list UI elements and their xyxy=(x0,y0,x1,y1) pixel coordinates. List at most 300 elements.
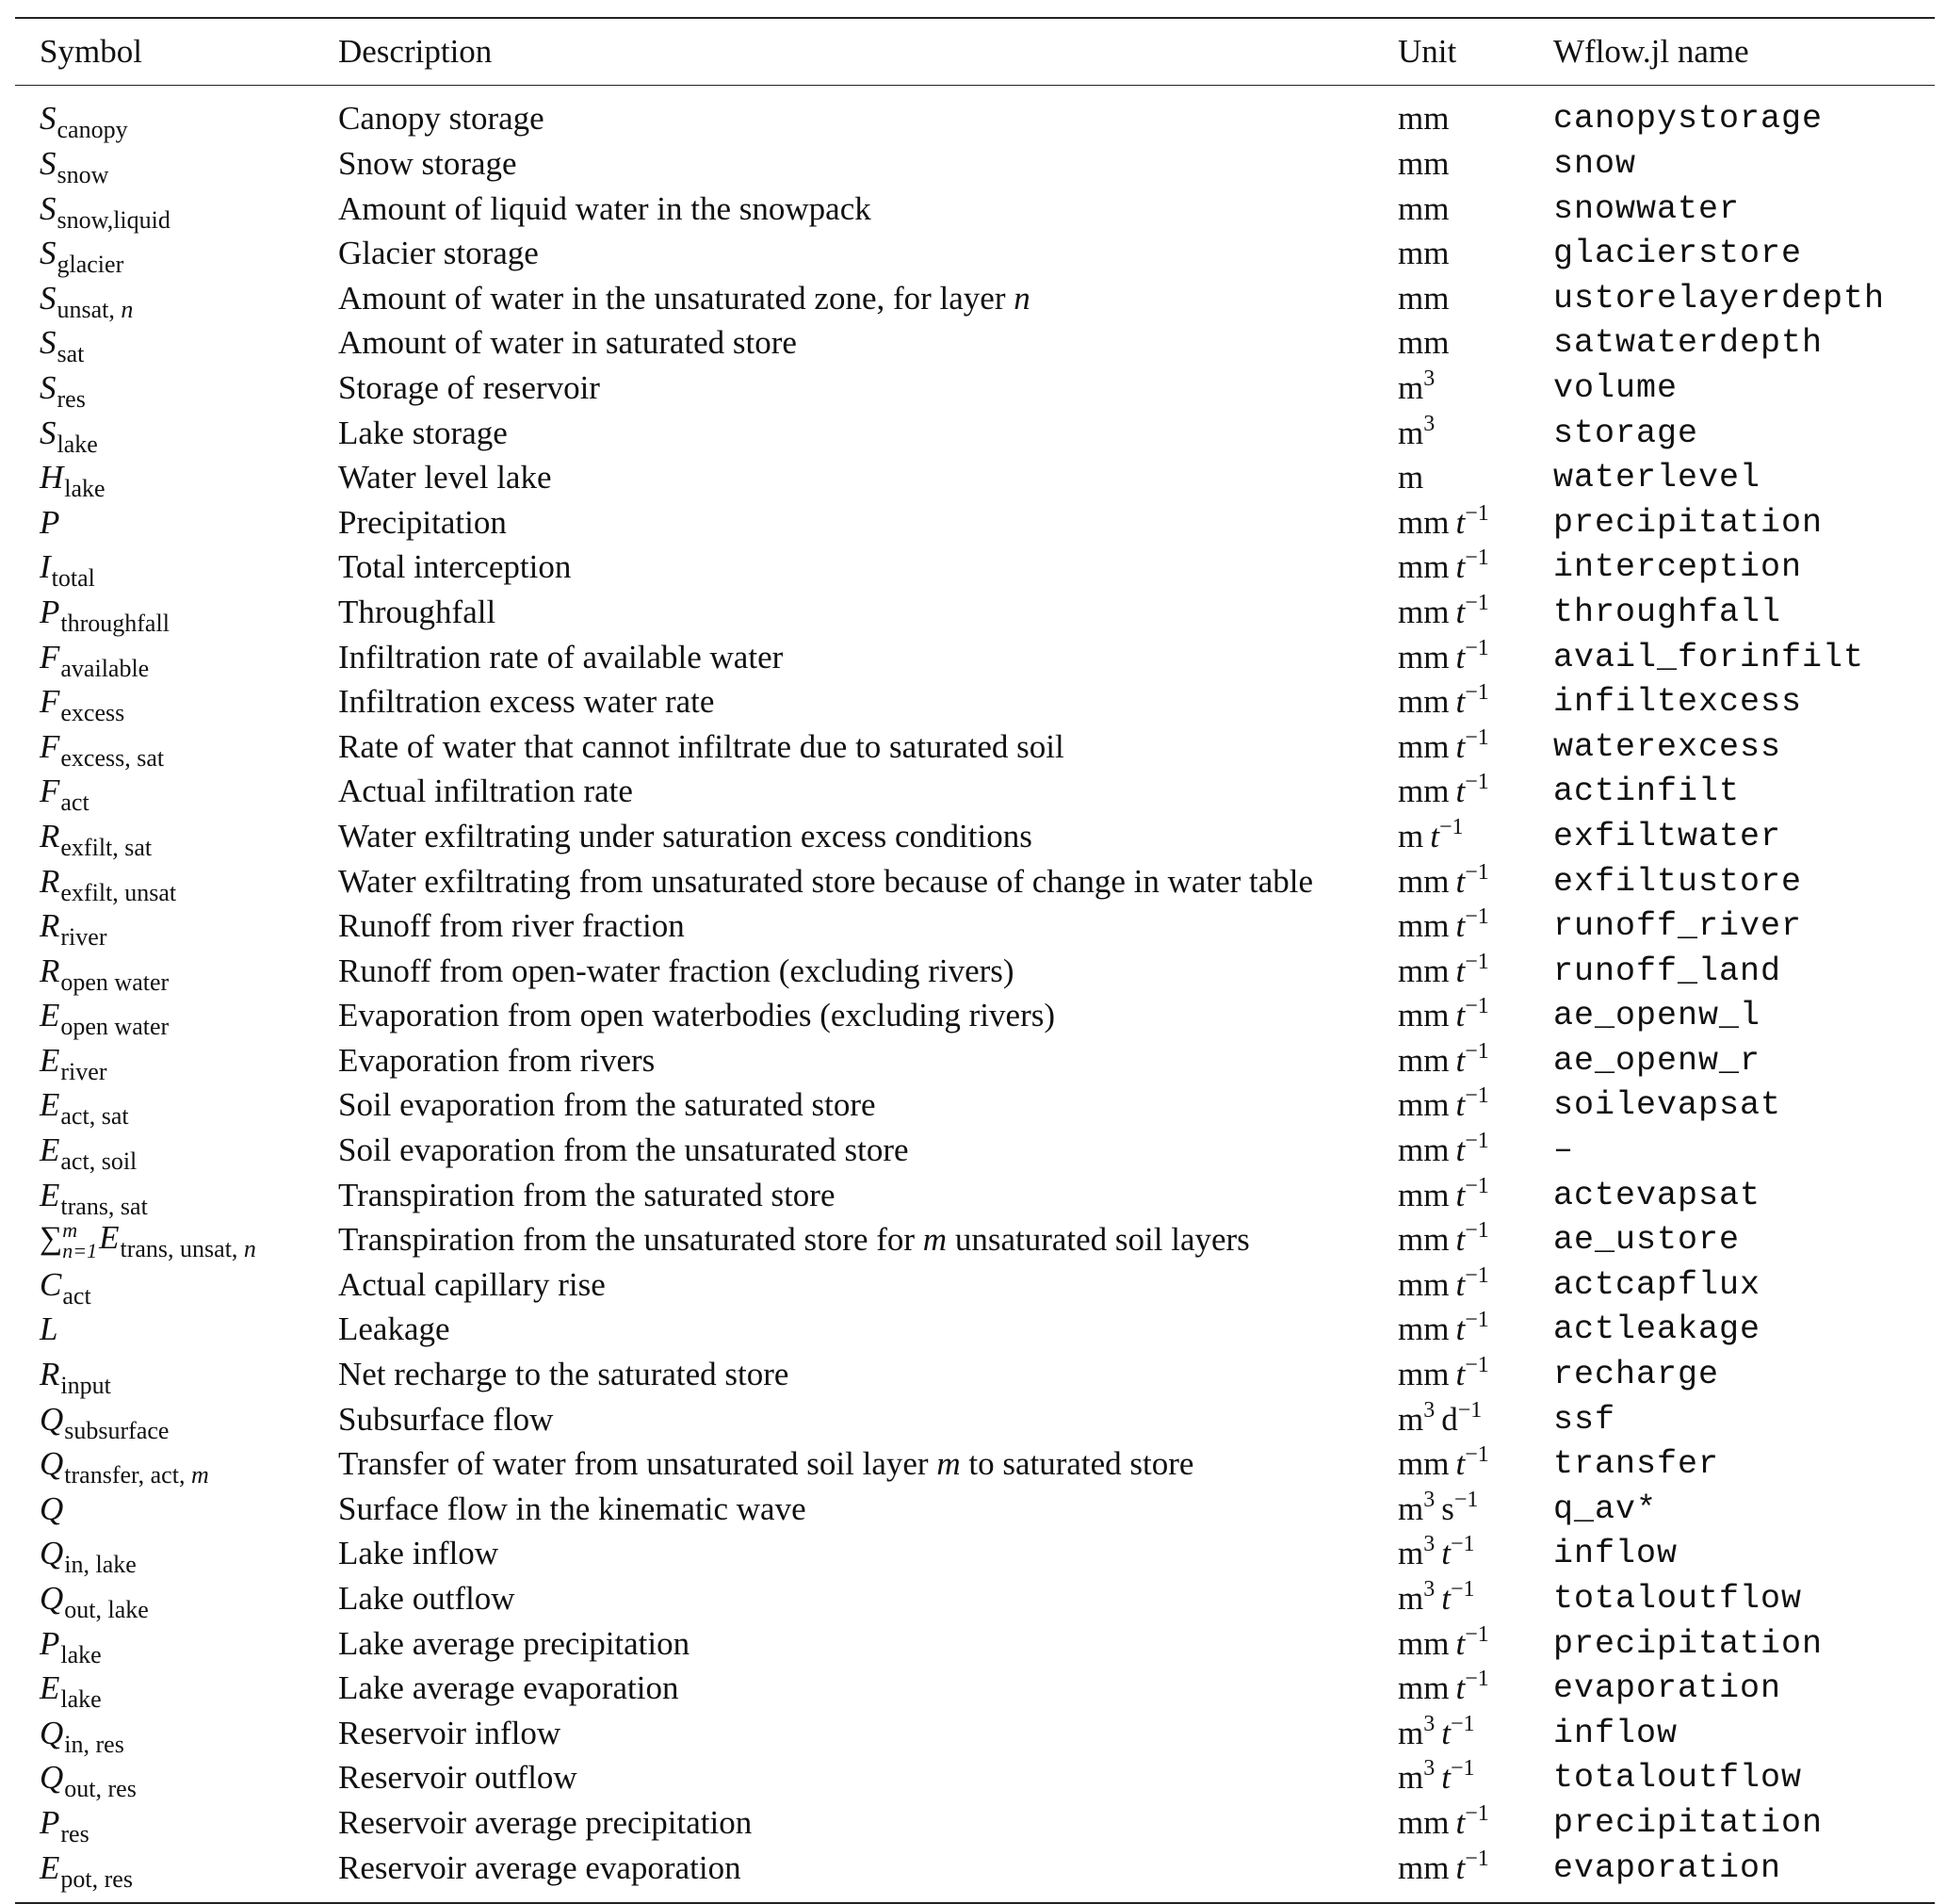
symbol-cell xyxy=(15,321,338,366)
description-text: Amount of water in the unsaturated zone, for layer xyxy=(338,279,1014,317)
wflow-name-cell: storage xyxy=(1553,414,1699,452)
symbol-cell xyxy=(15,1308,338,1353)
symbol-cell xyxy=(15,1173,338,1218)
subscript-text: res xyxy=(60,1819,89,1847)
symbol-subscript xyxy=(60,1058,106,1085)
description-cell xyxy=(338,635,1398,680)
symbol-subscript xyxy=(62,1282,90,1310)
table-row xyxy=(15,1801,1935,1847)
unit-cell xyxy=(1398,1621,1553,1667)
symbol-main: E xyxy=(40,1131,60,1169)
unit-time-exponent: −1 xyxy=(1457,1397,1483,1423)
table-row xyxy=(15,1667,1935,1712)
symbol-subscript xyxy=(60,968,169,996)
unit-cell xyxy=(1398,1442,1553,1488)
description-text: Transpiration from the unsaturated store for xyxy=(338,1221,923,1259)
unit-time-exponent: −1 xyxy=(1465,1083,1489,1109)
unit-time: t xyxy=(1430,817,1439,854)
symbol-cell xyxy=(15,949,338,994)
table-row xyxy=(15,1442,1935,1488)
description-cell xyxy=(338,1129,1398,1174)
symbol-cell xyxy=(15,1577,338,1622)
description-text: Transpiration from the saturated store xyxy=(338,1176,836,1213)
unit-cell xyxy=(1398,86,1553,142)
unit-base: mm xyxy=(1398,773,1450,810)
unit-time: t xyxy=(1455,1265,1466,1303)
wflow-name-cell: snow xyxy=(1553,145,1637,184)
unit-time-exponent: −1 xyxy=(1465,1262,1489,1288)
unit-base: mm xyxy=(1398,324,1450,362)
unit-cell xyxy=(1398,1711,1553,1756)
symbol-main: E xyxy=(40,997,60,1034)
wflow-name-cell: waterexcess xyxy=(1553,727,1782,766)
description-cell xyxy=(338,411,1398,456)
unit-time-exponent: −1 xyxy=(1465,590,1489,615)
subscript-text: subsurface xyxy=(64,1416,170,1444)
unit-cell xyxy=(1398,1801,1553,1847)
sum-sign: ∑ xyxy=(40,1220,63,1256)
unit-cell xyxy=(1398,276,1553,321)
subscript-text: act xyxy=(60,789,89,817)
subscript-text: lake xyxy=(57,430,98,458)
symbol-main: S xyxy=(40,279,57,317)
unit-cell xyxy=(1398,1667,1553,1712)
unit-time-exponent: −1 xyxy=(1465,994,1489,1019)
unit-base: m xyxy=(1398,1759,1424,1797)
symbol-cell xyxy=(15,904,338,950)
subscript-text: out, res xyxy=(64,1775,137,1803)
unit-time-exponent: −1 xyxy=(1465,904,1489,930)
table-row xyxy=(15,994,1935,1039)
unit-time: t xyxy=(1455,1848,1466,1886)
unit-time: t xyxy=(1455,727,1466,765)
description-text: Lake average evaporation xyxy=(338,1669,679,1707)
symbol-subscript xyxy=(60,1013,169,1040)
subscript-text: in, res xyxy=(64,1730,124,1758)
symbol-cell xyxy=(15,1487,338,1532)
symbol-subscript xyxy=(60,655,149,682)
subscript-text: lake xyxy=(60,1640,102,1668)
description-cell xyxy=(338,1711,1398,1756)
description-text: Water exfiltrating under saturation excess conditions xyxy=(338,817,1032,854)
symbol-subscript xyxy=(60,1865,133,1893)
symbol-main: E xyxy=(99,1218,120,1256)
table-row xyxy=(15,86,1935,142)
symbol-subscript xyxy=(57,340,85,367)
unit-time: t xyxy=(1455,1803,1466,1841)
symbol-main: Q xyxy=(40,1535,64,1572)
unit-exponent: 3 xyxy=(1423,411,1436,436)
unit-base: mm xyxy=(1398,638,1450,675)
wflow-name-cell: ae_openw_l xyxy=(1553,997,1761,1035)
symbol-main: F xyxy=(40,638,60,675)
table-row xyxy=(15,1487,1935,1532)
symbol-subscript xyxy=(60,923,106,951)
description-text: Amount of water in saturated store xyxy=(338,324,797,362)
symbol-cell xyxy=(15,680,338,725)
symbol-cell xyxy=(15,456,338,501)
symbol-main: I xyxy=(40,548,51,586)
unit-base: m xyxy=(1398,414,1424,451)
subscript-variable: n xyxy=(243,1234,256,1262)
unit-cell xyxy=(1398,411,1553,456)
table-row xyxy=(15,815,1935,860)
table-header xyxy=(15,18,1935,86)
wflow-name-cell: evaporation xyxy=(1553,1669,1782,1708)
unit-time: t xyxy=(1455,683,1466,721)
unit-base: m xyxy=(1398,368,1424,406)
symbol-subscript xyxy=(60,834,152,861)
sum-limits xyxy=(62,1217,98,1262)
symbol-cell xyxy=(15,1397,338,1442)
description-text: Evaporation from rivers xyxy=(338,1041,656,1079)
subscript-text: excess, sat xyxy=(60,743,165,772)
wflow-name-cell: snowwater xyxy=(1553,189,1741,228)
unit-cell xyxy=(1398,859,1553,904)
unit-time-exponent: −1 xyxy=(1465,770,1489,795)
unit-base: mm xyxy=(1398,1848,1450,1886)
table-row xyxy=(15,949,1935,994)
wflow-name-cell: runoff_land xyxy=(1553,952,1782,990)
symbol-subscript xyxy=(60,744,164,772)
unit-cell xyxy=(1398,232,1553,277)
unit-time: t xyxy=(1455,1176,1466,1213)
symbol-cell xyxy=(15,232,338,277)
wflow-name-cell: totaloutflow xyxy=(1553,1580,1803,1619)
symbol-cell xyxy=(15,1711,338,1756)
unit-base: mm xyxy=(1398,997,1450,1034)
unit-base: mm xyxy=(1398,1086,1450,1124)
wflow-name-cell: totaloutflow xyxy=(1553,1759,1803,1798)
sum-upper-value: m xyxy=(62,1217,78,1242)
description-text: Runoff from open-water fraction (excluding rivers) xyxy=(338,952,1014,989)
symbol-cell xyxy=(15,142,338,187)
description-cell xyxy=(338,591,1398,636)
unit-time: t xyxy=(1455,548,1466,586)
unit-base: m xyxy=(1398,1535,1424,1572)
wflow-name-cell: actleakage xyxy=(1553,1310,1761,1349)
unit-time: t xyxy=(1455,1221,1466,1259)
unit-cell xyxy=(1398,366,1553,412)
unit-exponent: 3 xyxy=(1423,366,1436,391)
unit-time-exponent: −1 xyxy=(1465,680,1489,706)
symbol-cell xyxy=(15,1353,338,1398)
unit-time: t xyxy=(1455,1356,1466,1393)
unit-base: mm xyxy=(1398,503,1450,541)
symbol-cell xyxy=(15,411,338,456)
symbol-subscript xyxy=(64,1596,149,1623)
symbol-cell xyxy=(15,994,338,1039)
unit-base: mm xyxy=(1398,145,1450,183)
table-row xyxy=(15,276,1935,321)
unit-exponent: 3 xyxy=(1423,1532,1436,1557)
unit-base: mm xyxy=(1398,189,1450,227)
description-cell xyxy=(338,904,1398,950)
subscript-text: throughfall xyxy=(60,609,170,637)
unit-base: mm xyxy=(1398,727,1450,765)
header-description: Description xyxy=(338,18,1398,86)
unit-time: t xyxy=(1455,1624,1466,1662)
description-cell xyxy=(338,366,1398,412)
wflow-name-cell: precipitation xyxy=(1553,503,1824,542)
subscript-text: lake xyxy=(64,475,105,503)
symbol-cell xyxy=(15,815,338,860)
table-row xyxy=(15,1038,1935,1083)
unit-time-exponent: −1 xyxy=(1450,1532,1475,1557)
symbol-main: P xyxy=(40,503,60,541)
subscript-text: exfilt, unsat xyxy=(60,878,177,906)
description-text: Precipitation xyxy=(338,503,507,541)
wflow-name-cell: avail_forinfilt xyxy=(1553,638,1865,676)
unit-time: t xyxy=(1455,773,1466,810)
unit-time: t xyxy=(1455,1131,1466,1169)
symbol-main: E xyxy=(40,1041,60,1079)
unit-base: m xyxy=(1398,459,1424,496)
unit-cell xyxy=(1398,1038,1553,1083)
description-cell xyxy=(338,321,1398,366)
unit-cell xyxy=(1398,1532,1553,1577)
description-cell xyxy=(338,1397,1398,1442)
subscript-text: res xyxy=(57,384,86,413)
header-unit: Unit xyxy=(1398,18,1553,86)
symbol-subscript xyxy=(57,161,109,188)
description-cell xyxy=(338,86,1398,142)
unit-time: t xyxy=(1455,638,1466,675)
subscript-text: transfer, act, xyxy=(64,1461,191,1489)
description-cell xyxy=(338,1621,1398,1667)
symbol-cell xyxy=(15,86,338,142)
description-text: Actual infiltration rate xyxy=(338,773,633,810)
description-cell xyxy=(338,545,1398,591)
unit-time: t xyxy=(1455,907,1466,945)
table-row xyxy=(15,635,1935,680)
symbol-subscript xyxy=(57,206,170,234)
symbol-cell xyxy=(15,1218,338,1263)
unit-time-exponent: −1 xyxy=(1450,1756,1475,1782)
subscript-text: river xyxy=(60,923,107,952)
symbol-subscript xyxy=(57,251,124,278)
symbol-main: F xyxy=(40,683,60,721)
unit-base: mm xyxy=(1398,1131,1450,1169)
symbol-cell xyxy=(15,1621,338,1667)
symbol-cell xyxy=(15,1442,338,1488)
description-text: Leakage xyxy=(338,1310,450,1348)
wflow-name-cell: inflow xyxy=(1553,1714,1679,1752)
description-variable: n xyxy=(1014,279,1030,317)
description-text: Net recharge to the saturated store xyxy=(338,1356,789,1393)
symbol-main: S xyxy=(40,368,57,406)
unit-cell xyxy=(1398,321,1553,366)
wflow-name-cell: inflow xyxy=(1553,1535,1679,1573)
unit-time: t xyxy=(1441,1580,1451,1618)
description-cell xyxy=(338,1353,1398,1398)
symbol-main: L xyxy=(40,1310,58,1348)
table-row xyxy=(15,500,1935,545)
unit-time-exponent: −1 xyxy=(1465,724,1489,750)
unit-cell xyxy=(1398,770,1553,815)
subscript-text: act, sat xyxy=(60,1102,129,1131)
symbol-main: Q xyxy=(40,1445,64,1483)
table-row xyxy=(15,770,1935,815)
description-cell xyxy=(338,1801,1398,1847)
description-cell xyxy=(338,232,1398,277)
unit-time-exponent: −1 xyxy=(1465,1846,1489,1871)
subscript-text: snow,liquid xyxy=(57,205,170,234)
unit-base: mm xyxy=(1398,1669,1450,1707)
symbol-cell xyxy=(15,1667,338,1712)
unit-base: mm xyxy=(1398,548,1450,586)
symbol-main: S xyxy=(40,235,57,272)
unit-time: t xyxy=(1455,1086,1466,1124)
sum-lower xyxy=(62,1238,98,1262)
unit-time: d xyxy=(1441,1400,1458,1438)
symbol-cell xyxy=(15,770,338,815)
symbol-cell xyxy=(15,1083,338,1129)
description-text: Canopy storage xyxy=(338,100,544,138)
unit-time: t xyxy=(1455,862,1466,900)
description-text: Glacier storage xyxy=(338,235,539,272)
wflow-name-cell: ae_ustore xyxy=(1553,1221,1741,1260)
unit-time-exponent: −1 xyxy=(1465,1442,1489,1468)
symbol-main: P xyxy=(40,1803,60,1841)
unit-base: mm xyxy=(1398,1445,1450,1483)
unit-base: mm xyxy=(1398,1310,1450,1348)
sum-upper xyxy=(62,1217,97,1242)
unit-cell xyxy=(1398,1846,1553,1903)
unit-cell xyxy=(1398,1218,1553,1263)
subscript-text: canopy xyxy=(57,116,128,144)
unit-base: m xyxy=(1398,1489,1424,1527)
description-text: Subsurface flow xyxy=(338,1400,554,1438)
wflow-name-cell: actinfilt xyxy=(1553,773,1741,811)
wflow-name-cell: satwaterdepth xyxy=(1553,324,1824,363)
unit-time: t xyxy=(1455,1041,1466,1079)
unit-time-exponent: −1 xyxy=(1465,859,1489,885)
table-row xyxy=(15,545,1935,591)
symbol-main: Q xyxy=(40,1400,64,1438)
symbol-subscript xyxy=(57,296,134,323)
header-wflow-name: Wflow.jl name xyxy=(1553,18,1935,86)
unit-time: t xyxy=(1455,593,1466,630)
unit-base: mm xyxy=(1398,1624,1450,1662)
symbol-main: P xyxy=(40,1624,60,1662)
unit-exponent: 3 xyxy=(1423,1397,1436,1423)
table-row xyxy=(15,1218,1935,1263)
unit-time-exponent: −1 xyxy=(1465,1353,1489,1378)
wflow-name-cell: exfiltustore xyxy=(1553,862,1803,901)
symbol-cell xyxy=(15,276,338,321)
symbol-cell xyxy=(15,1532,338,1577)
wflow-name-cell: canopystorage xyxy=(1553,100,1824,138)
table-row xyxy=(15,1532,1935,1577)
table-row xyxy=(15,1397,1935,1442)
unit-cell xyxy=(1398,591,1553,636)
description-text: Reservoir average evaporation xyxy=(338,1848,741,1886)
unit-base: mm xyxy=(1398,1803,1450,1841)
wflow-name-cell: runoff_river xyxy=(1553,907,1803,946)
unit-time-exponent: −1 xyxy=(1450,1711,1475,1736)
description-variable: m xyxy=(922,1221,948,1259)
unit-base: mm xyxy=(1398,862,1450,900)
unit-time-exponent: −1 xyxy=(1465,949,1489,974)
symbol-subscript xyxy=(60,1641,101,1668)
symbol-subscript xyxy=(60,1685,101,1713)
symbol-main: Q xyxy=(40,1759,64,1797)
symbol-subscript xyxy=(64,1775,137,1802)
unit-base: mm xyxy=(1398,1176,1450,1213)
table-row xyxy=(15,321,1935,366)
unit-cell xyxy=(1398,680,1553,725)
description-text: Transfer of water from unsaturated soil layer xyxy=(338,1445,937,1483)
wflow-name-cell: q_av* xyxy=(1553,1489,1658,1528)
wflow-name-cell: actcapflux xyxy=(1553,1265,1761,1304)
symbol-main: R xyxy=(40,1356,60,1393)
description-cell xyxy=(338,276,1398,321)
symbol-cell xyxy=(15,1129,338,1174)
unit-base: mm xyxy=(1398,1221,1450,1259)
wflow-name-cell: glacierstore xyxy=(1553,235,1803,273)
description-cell xyxy=(338,1846,1398,1903)
description-cell xyxy=(338,1173,1398,1218)
unit-cell xyxy=(1398,949,1553,994)
symbol-main: Q xyxy=(40,1489,64,1527)
unit-cell xyxy=(1398,994,1553,1039)
description-text: Evaporation from open waterbodies (excluding rivers) xyxy=(338,997,1055,1034)
symbol-cell xyxy=(15,500,338,545)
unit-time-exponent: −1 xyxy=(1465,1129,1489,1154)
description-text: Infiltration rate of available water xyxy=(338,638,784,675)
description-cell xyxy=(338,770,1398,815)
description-cell xyxy=(338,1756,1398,1801)
unit-time-exponent: −1 xyxy=(1453,1487,1479,1512)
unit-time-exponent: −1 xyxy=(1465,1621,1489,1647)
unit-time: t xyxy=(1455,1445,1466,1483)
description-cell xyxy=(338,500,1398,545)
unit-time-exponent: −1 xyxy=(1465,1218,1489,1244)
unit-cell xyxy=(1398,500,1553,545)
unit-base: mm xyxy=(1398,235,1450,272)
wflow-name-cell: waterlevel xyxy=(1553,459,1761,497)
unit-time-exponent: −1 xyxy=(1465,1038,1489,1064)
wflow-name-cell: transfer xyxy=(1553,1445,1720,1484)
unit-time-exponent: −1 xyxy=(1465,1308,1489,1333)
symbol-subscript xyxy=(57,385,86,413)
subscript-text: excess xyxy=(60,699,125,727)
subscript-text: open water xyxy=(60,968,170,996)
description-text: Reservoir average precipitation xyxy=(338,1803,753,1841)
description-text: Amount of liquid water in the snowpack xyxy=(338,189,871,227)
unit-cell xyxy=(1398,1577,1553,1622)
table-row xyxy=(15,456,1935,501)
subscript-text: open water xyxy=(60,1013,170,1041)
unit-cell xyxy=(1398,1083,1553,1129)
description-cell xyxy=(338,1038,1398,1083)
symbol-cell xyxy=(15,859,338,904)
subscript-text: act xyxy=(62,1281,91,1310)
subscript-text: out, lake xyxy=(64,1596,149,1624)
subscript-text: in, lake xyxy=(64,1551,137,1579)
unit-cell xyxy=(1398,635,1553,680)
table-row xyxy=(15,1621,1935,1667)
unit-time: s xyxy=(1441,1489,1454,1527)
description-cell xyxy=(338,1262,1398,1308)
description-text-after: to saturated store xyxy=(960,1445,1194,1483)
description-text: Soil evaporation from the saturated store xyxy=(338,1086,876,1124)
unit-cell xyxy=(1398,1173,1553,1218)
description-variable: m xyxy=(936,1445,961,1483)
subscript-variable: m xyxy=(190,1461,209,1489)
unit-base: mm xyxy=(1398,1041,1450,1079)
